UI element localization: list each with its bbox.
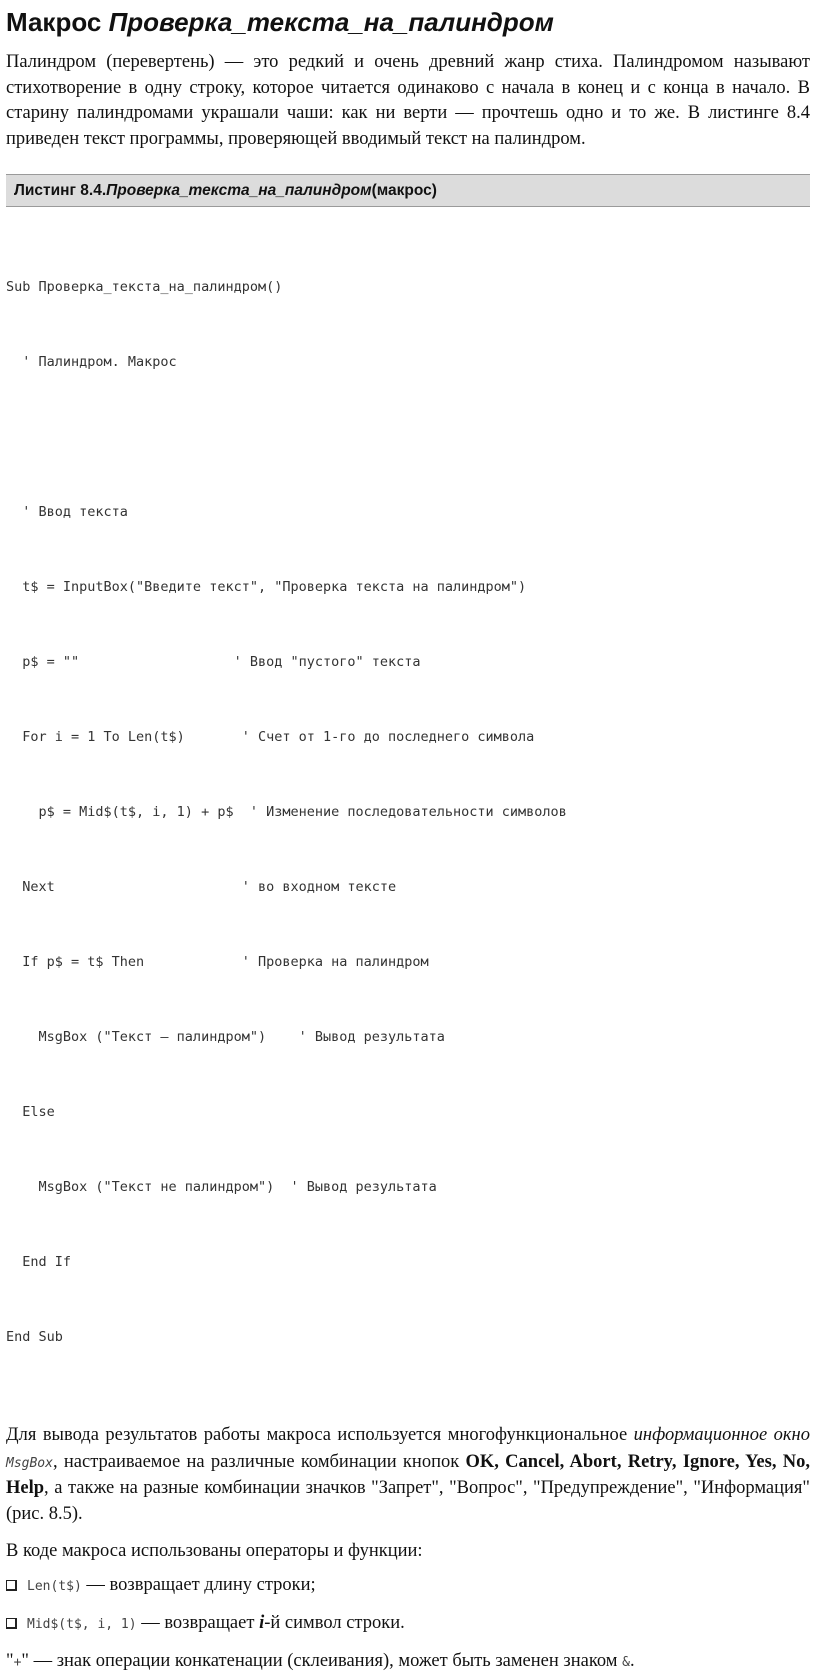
separator: ,	[805, 1452, 810, 1472]
button-name-no: No	[783, 1452, 806, 1472]
code-term: MsgBox	[6, 1456, 53, 1471]
code-line: If p$ = t$ Then ' Проверка на палиндром	[6, 950, 810, 975]
heading-prefix: Макрос	[6, 7, 109, 37]
separator: ,	[560, 1452, 570, 1472]
list-item	[6, 1573, 810, 1599]
separator: ,	[672, 1452, 683, 1472]
button-name-ok: OK	[465, 1452, 494, 1472]
code-line: t$ = InputBox("Введите текст", "Проверка текста на палиндром")	[6, 575, 810, 600]
code-line: MsgBox ("Текст — палиндром") ' Вывод результата	[6, 1025, 810, 1050]
code-term: &	[622, 1655, 630, 1670]
code-line: p$ = Mid$(t$, i, 1) + p$ ' Изменение последовательности символов	[6, 800, 810, 825]
code-line: MsgBox ("Текст не палиндром") ' Вывод результата	[6, 1175, 810, 1200]
code-line: End If	[6, 1250, 810, 1275]
intro-paragraph: Палиндром (перевертень) — это редкий и очень древний жанр стиха. Палиндромом называют стихотворение в одну строку, которое читается одинаково с начала в конец и с конца в начало. В старину палиндромами украшали чаши: как ни верти — прочтешь одно и то же. В листинге 8.4 приведен текст программы, проверяющей вводимый текст на палиндром.	[6, 50, 810, 152]
button-name-yes: Yes	[745, 1452, 772, 1472]
para-text: — знак операции конкатенации (склеивания), может быть заменен знаком	[29, 1651, 622, 1671]
listing-macro-name: Проверка_текста_на_палиндром	[106, 182, 371, 200]
checkbox-bullet-icon	[6, 1618, 17, 1629]
button-name-abort: Abort	[570, 1452, 617, 1472]
button-name-cancel: Cancel	[505, 1452, 559, 1472]
code-term: Mid$(t$, i, 1)	[27, 1617, 137, 1632]
code-line: ' Ввод текста	[6, 500, 810, 525]
list-item-text	[27, 1573, 316, 1599]
separator: ,	[735, 1452, 745, 1472]
para-text: Для вывода результатов работы макроса используется многофункциональное	[6, 1425, 634, 1445]
listing-suffix: (макрос)	[372, 182, 437, 200]
separator: ,	[617, 1452, 628, 1472]
document-page	[6, 0, 810, 1675]
para-text: — возвращает длину строки;	[82, 1575, 316, 1595]
separator: ,	[494, 1452, 505, 1472]
list-item-text	[27, 1611, 405, 1637]
code-listing	[6, 225, 810, 1400]
concatenation-paragraph	[6, 1649, 810, 1675]
listing-label: Листинг 8.4.	[14, 182, 106, 200]
listing-caption-bar	[6, 174, 810, 207]
checkbox-bullet-icon	[6, 1580, 17, 1591]
heading-macro-name: Проверка_текста_на_палиндром	[109, 7, 554, 37]
quote-mark: "	[21, 1651, 29, 1671]
para-text: , а также на разные комбинации значков "Запрет", "Вопрос", "Предупреждение", "Информация" (рис. 8.5).	[6, 1478, 810, 1524]
button-name-retry: Retry	[628, 1452, 672, 1472]
italic-term: i	[259, 1613, 264, 1633]
code-line: Else	[6, 1100, 810, 1125]
code-line: For i = 1 To Len(t$) ' Счет от 1-го до последнего символа	[6, 725, 810, 750]
section-heading	[6, 6, 810, 38]
para-text: — возвращает	[137, 1613, 260, 1633]
para-text: -й символ строки.	[264, 1613, 405, 1633]
italic-term: информационное окно	[634, 1425, 810, 1445]
code-term: Len(t$)	[27, 1579, 82, 1594]
code-line: Next ' во входном тексте	[6, 875, 810, 900]
list-item	[6, 1611, 810, 1637]
separator: ,	[772, 1452, 783, 1472]
operators-intro: В коде макроса использованы операторы и функции:	[6, 1539, 810, 1565]
quote-mark: "	[6, 1651, 14, 1671]
para-text: .	[630, 1651, 635, 1671]
msgbox-paragraph	[6, 1423, 810, 1527]
code-line	[6, 425, 810, 450]
para-text: , настраиваемое на различные комбинации кнопок	[53, 1452, 466, 1472]
code-line: p$ = "" ' Ввод "пустого" текста	[6, 650, 810, 675]
code-line: ' Палиндром. Макрос	[6, 350, 810, 375]
code-line: Sub Проверка_текста_на_палиндром()	[6, 275, 810, 300]
code-term: +	[14, 1655, 22, 1670]
code-line: End Sub	[6, 1325, 810, 1350]
button-name-ignore: Ignore	[683, 1452, 735, 1472]
button-name-help: Help	[6, 1478, 44, 1498]
